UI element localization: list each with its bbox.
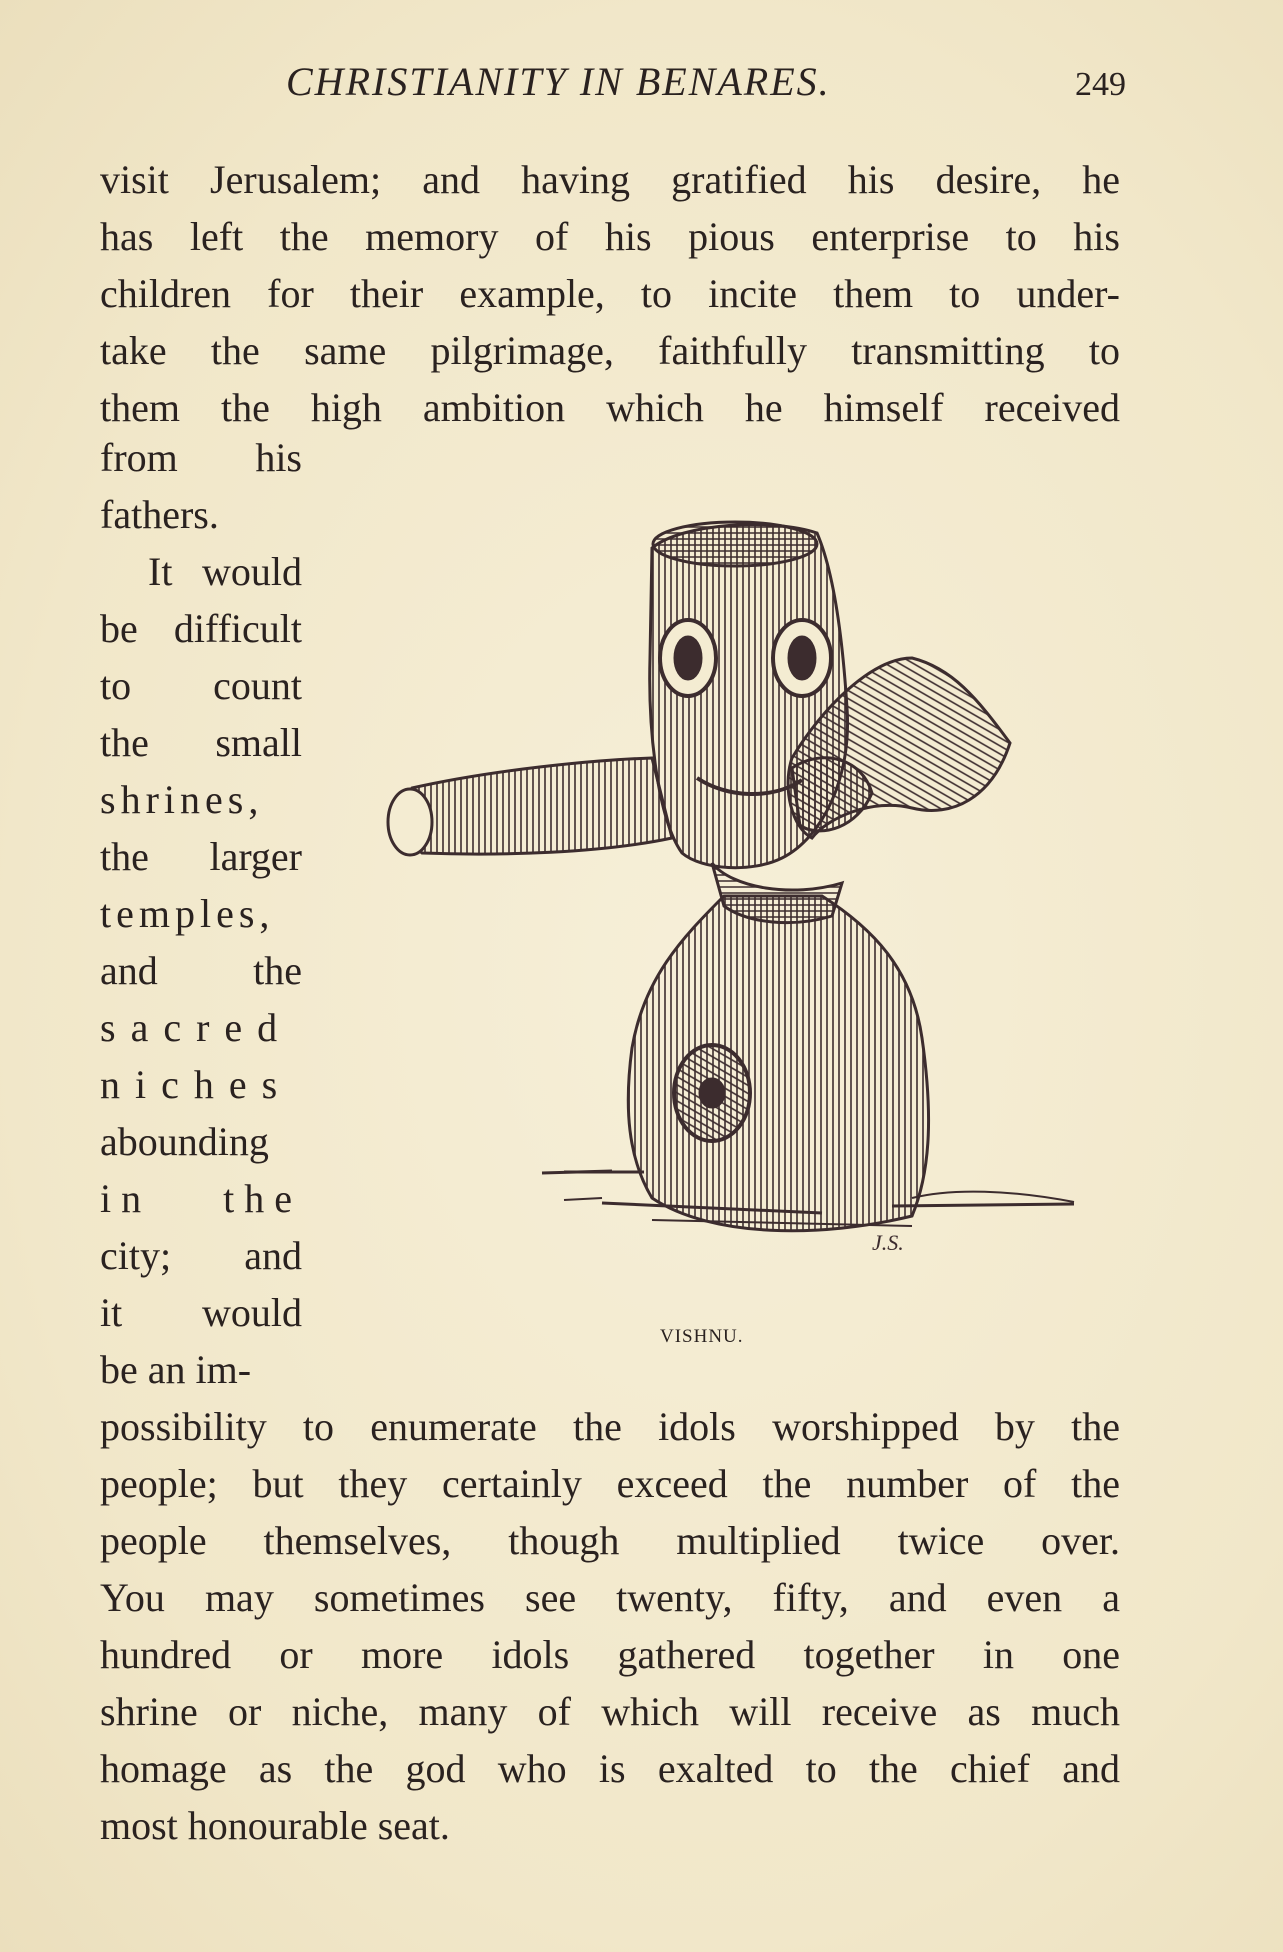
side-text-line: the small: [100, 720, 302, 765]
running-title: CHRISTIANITY IN BENARES.: [286, 59, 831, 104]
text-line: people; but they certainly exceed the number of the: [100, 1461, 1120, 1506]
side-text-line: and the: [100, 948, 302, 993]
text-line: possibility to enumerate the idols worshipped by the: [100, 1404, 1120, 1449]
side-text-line: sacred: [100, 1005, 293, 1050]
text-line: take the same pilgrimage, faithfully transmitting to: [100, 328, 1120, 373]
text-line: shrine or niche, many of which will receive as much: [100, 1689, 1120, 1734]
side-text-line: be difficult: [100, 606, 302, 651]
running-head: [96, 58, 1126, 108]
engraver-signature: J.S.: [872, 1230, 904, 1255]
side-text-line: fathers.: [100, 492, 219, 537]
text-line: most honourable seat.: [100, 1803, 450, 1848]
text-line: them the high ambition which he himself received: [100, 385, 1120, 430]
figure-caption: VISHNU.: [660, 1326, 744, 1347]
side-text-line: It would: [148, 549, 302, 594]
vishnu-idol-illustration: [352, 508, 1090, 1270]
side-text-line: the larger: [100, 834, 302, 879]
side-text-line: be an im-: [100, 1347, 252, 1392]
side-text-line: niches: [100, 1062, 293, 1107]
text-line: people themselves, though multiplied twice over.: [100, 1518, 1120, 1563]
text-line: children for their example, to incite them to under-: [100, 271, 1120, 316]
text-line: hundred or more idols gathered together in one: [100, 1632, 1120, 1677]
page-number: 249: [1075, 66, 1126, 103]
side-text-line: temples,: [100, 891, 275, 936]
side-text-line: from his: [100, 435, 302, 480]
text-line: homage as the god who is exalted to the chief and: [100, 1746, 1120, 1791]
side-text-line: in the: [100, 1176, 302, 1221]
text-line: You may sometimes see twenty, fifty, and even a: [100, 1575, 1120, 1620]
side-text-line: to count: [100, 663, 302, 708]
text-line: visit Jerusalem; and having gratified his desire, he: [100, 157, 1120, 202]
side-text-line: it would: [100, 1290, 302, 1335]
side-text-line: city; and: [100, 1233, 302, 1278]
side-text-line: shrines,: [100, 777, 264, 822]
side-text-line: abounding: [100, 1119, 269, 1164]
text-line: has left the memory of his pious enterprise to his: [100, 214, 1120, 259]
